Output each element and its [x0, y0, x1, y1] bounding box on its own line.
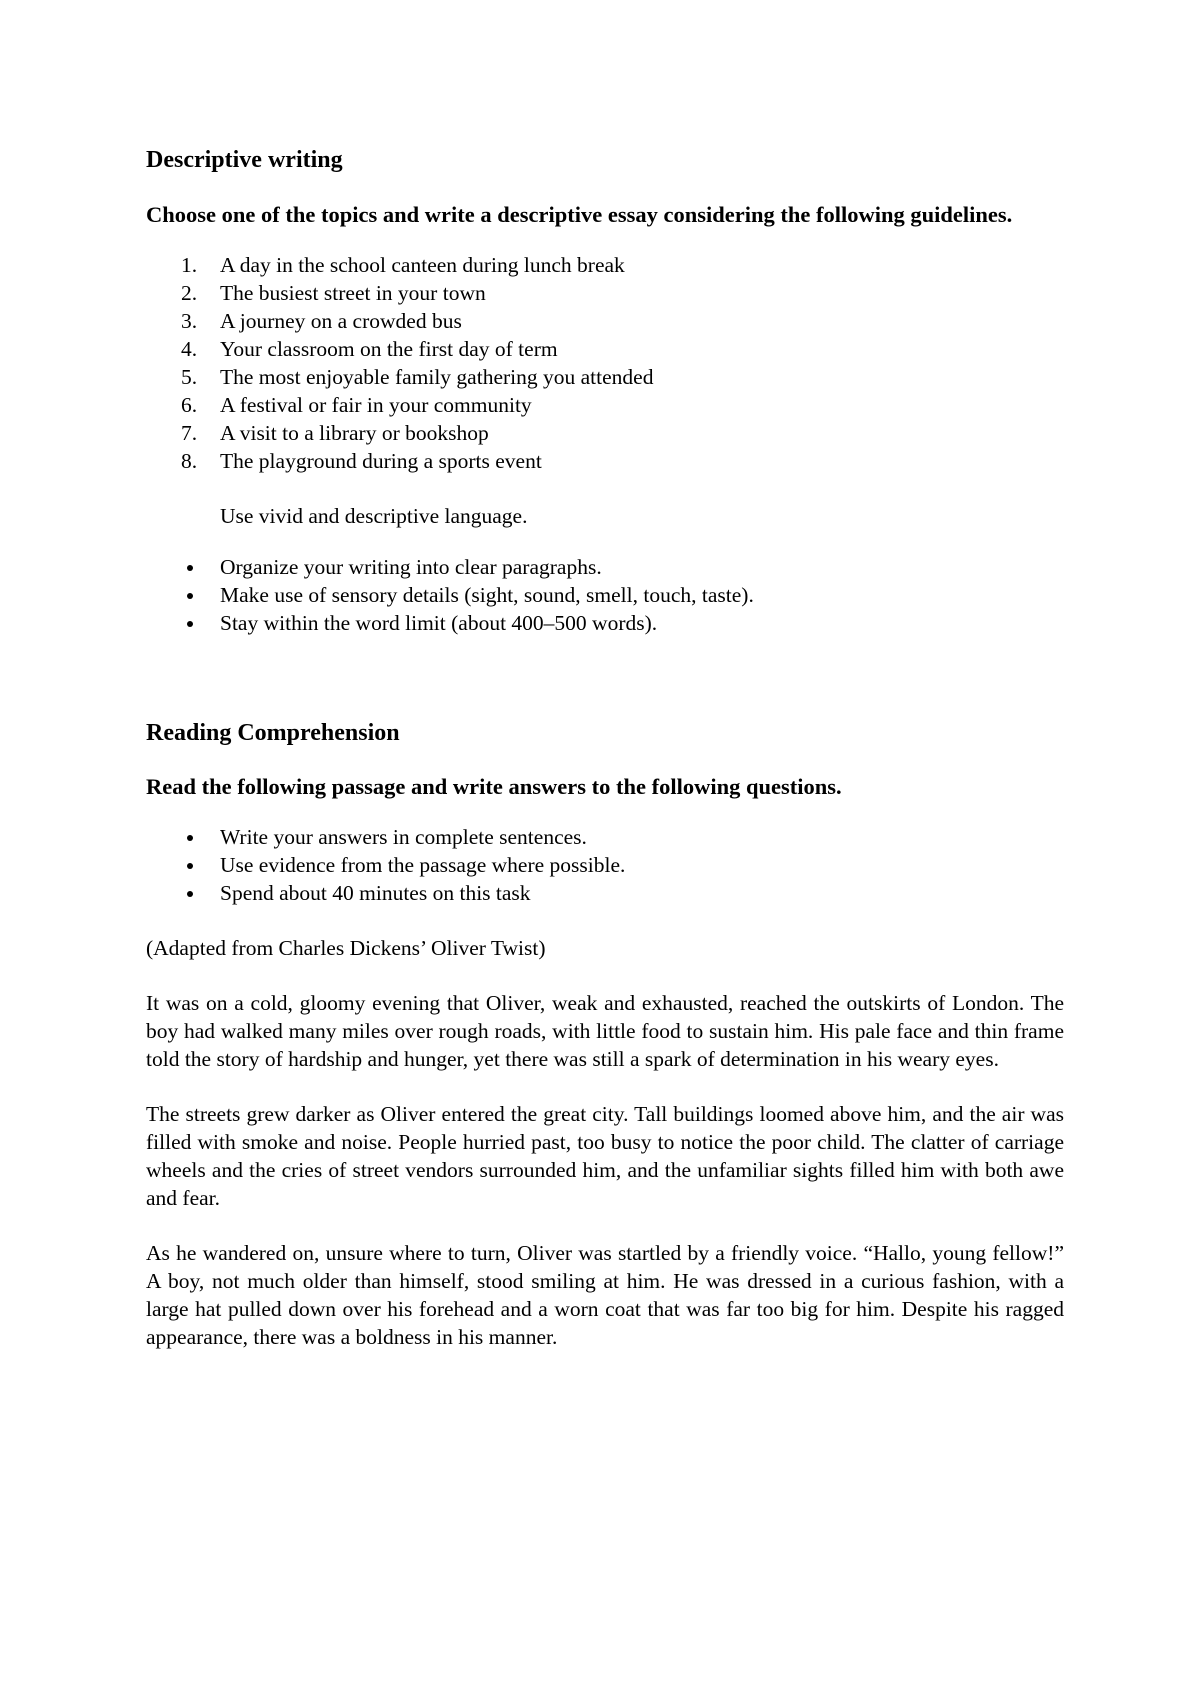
descriptive-instruction: Choose one of the topics and write a descriptive essay considering the following guidelines.: [146, 202, 1013, 227]
list-number: 7.: [181, 421, 198, 445]
passage-paragraph: It was on a cold, gloomy evening that Oliver, weak and exhausted, reached the outskirts of London. The boy had walked many miles over rough roads, with little food to sustain him. His pale face and thin frame told the story of hardship and hunger, yet there was still a spark of determination in his weary eyes.: [146, 991, 1064, 1071]
reading-comprehension-heading: Reading Comprehension: [146, 720, 400, 746]
list-item: [146, 851, 1064, 879]
language-note: Use vivid and descriptive language.: [220, 504, 528, 528]
list-item: [146, 823, 1064, 851]
topic-text: The most enjoyable family gathering you attended: [220, 365, 654, 389]
topic-text: A journey on a crowded bus: [220, 309, 462, 333]
guideline-text: Stay within the word limit (about 400–500 words).: [220, 611, 658, 635]
reading-guidelines: [146, 823, 1064, 907]
list-item: [146, 581, 1064, 609]
bullet-icon: [187, 593, 193, 599]
bullet-icon: [187, 863, 193, 869]
guideline-text: Spend about 40 minutes on this task: [220, 881, 531, 905]
list-item: [146, 447, 1064, 475]
guideline-text: Make use of sensory details (sight, sound, smell, touch, taste).: [220, 583, 754, 607]
list-item: [146, 335, 1064, 363]
guideline-text: Organize your writing into clear paragraphs.: [220, 555, 602, 579]
list-number: 1.: [181, 253, 198, 277]
passage-paragraph: As he wandered on, unsure where to turn, Oliver was startled by a friendly voice. “Hallo, young fellow!” A boy, not much older than himself, stood smiling at him. He was dressed in a curious fashion, with a large hat pulled down over his forehead and a worn coat that was far too big for him. Despite his ragged appearance, there was a boldness in his manner.: [146, 1241, 1064, 1349]
list-number: 4.: [181, 337, 198, 361]
list-number: 6.: [181, 393, 198, 417]
descriptive-writing-heading: Descriptive writing: [146, 147, 343, 173]
guideline-text: Use evidence from the passage where possible.: [220, 853, 626, 877]
topic-text: Your classroom on the first day of term: [220, 337, 558, 361]
list-item: [146, 553, 1064, 581]
reading-instruction: Read the following passage and write answers to the following questions.: [146, 774, 842, 799]
list-item: [146, 419, 1064, 447]
list-item: [146, 879, 1064, 907]
list-number: 8.: [181, 449, 198, 473]
passage-source: (Adapted from Charles Dickens’ Oliver Twist): [146, 936, 546, 960]
topic-text: The playground during a sports event: [220, 449, 542, 473]
list-item: [146, 279, 1064, 307]
topic-text: A day in the school canteen during lunch break: [220, 253, 625, 277]
document-page: [146, 146, 1064, 1351]
descriptive-guidelines: [146, 553, 1064, 637]
list-item: [146, 609, 1064, 637]
topic-text: A festival or fair in your community: [220, 393, 532, 417]
topic-text: The busiest street in your town: [220, 281, 486, 305]
list-item: [146, 251, 1064, 279]
bullet-icon: [187, 835, 193, 841]
topic-list: [146, 251, 1064, 475]
topic-text: A visit to a library or bookshop: [220, 421, 489, 445]
passage-paragraph: The streets grew darker as Oliver entered the great city. Tall buildings loomed above him, and the air was filled with smoke and noise. People hurried past, too busy to notice the poor child. The clatter of carriage wheels and the cries of street vendors surrounded him, and the unfamiliar sights filled him with both awe and fear.: [146, 1102, 1064, 1210]
list-number: 5.: [181, 365, 198, 389]
list-item: [146, 307, 1064, 335]
bullet-icon: [187, 891, 193, 897]
guideline-text: Write your answers in complete sentences.: [220, 825, 587, 849]
bullet-icon: [187, 621, 193, 627]
list-item: [146, 363, 1064, 391]
list-number: 3.: [181, 309, 198, 333]
list-number: 2.: [181, 281, 198, 305]
list-item: [146, 391, 1064, 419]
bullet-icon: [187, 565, 193, 571]
